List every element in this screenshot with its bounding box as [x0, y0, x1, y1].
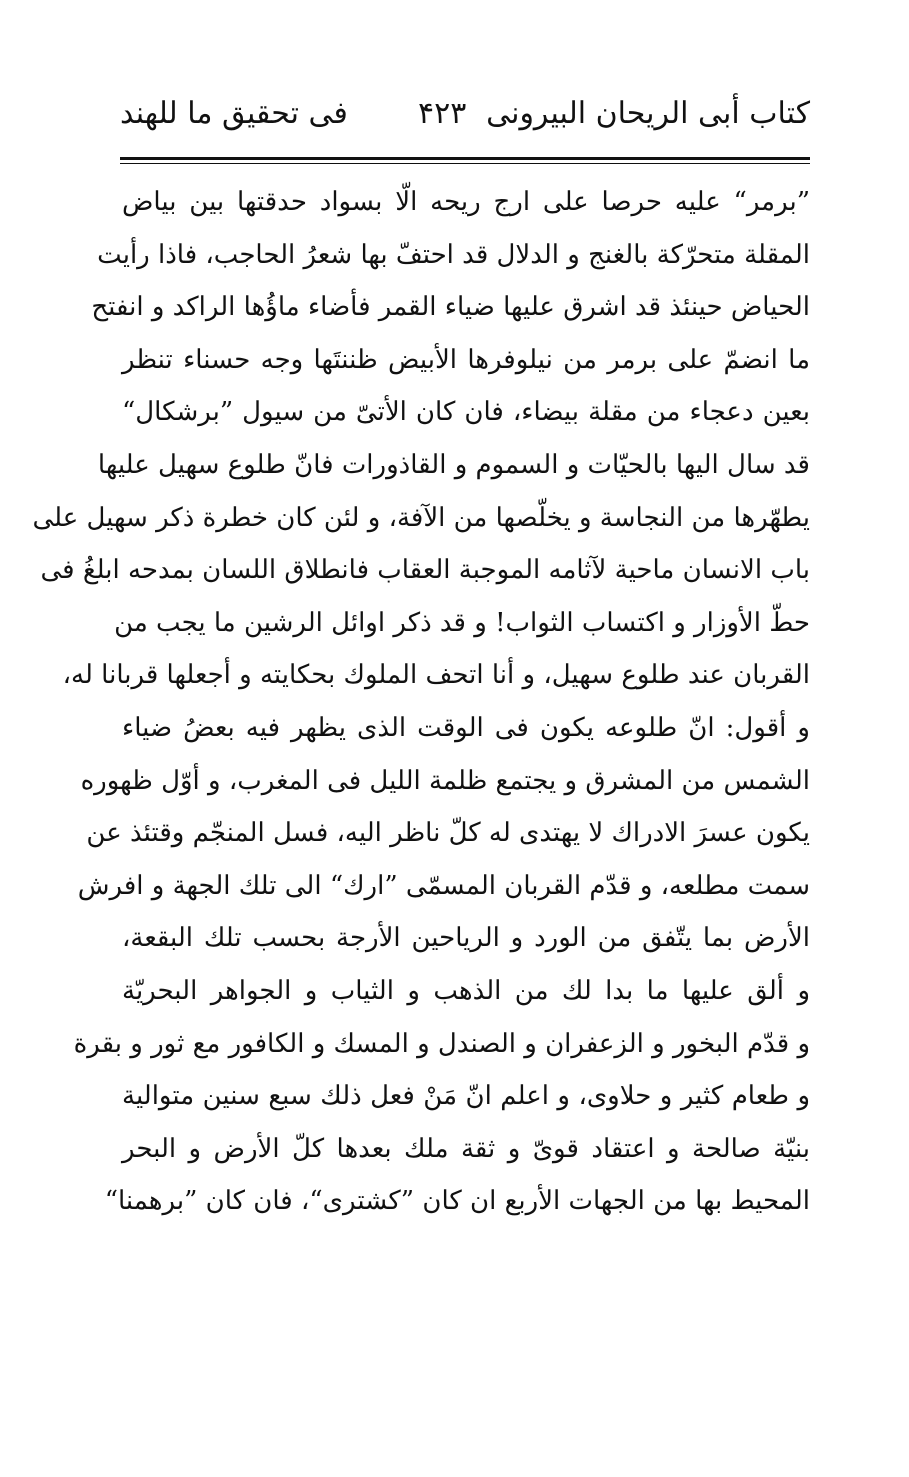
text-line: سمت مطلعه، و قدّم القربان المسمّى ”ارك“ الى تلك الجهة و افرش — [77, 870, 810, 901]
text-line: المقلة متحرّكة بالغنج و الدلال قد احتفّ بها شعرُ الحاجب، فاذا رأيت — [97, 239, 810, 270]
header-rule-thin — [120, 163, 810, 164]
text-line: ما انضمّ على برمر من نيلوفرها الأبيض ظننتَها وجه حسناء تنظر — [122, 344, 810, 375]
text-line: قد سال اليها بالحيّات و السموم و القاذورات فانّ طلوع سهيل عليها — [97, 449, 810, 480]
text-line: يطهّرها من النجاسة و يخلّصها من الآفة، و لئن كان خطرة ذكر سهيل على — [32, 502, 810, 533]
header-book-title: كتاب أبى الريحان البيرونى — [486, 96, 810, 131]
text-line: المحيط بها من الجهات الأربع ان كان ”كشترى“، فان كان ”برهمنا“ — [104, 1186, 810, 1217]
text-line: بنيّة صالحة و اعتقاد قوىّ و ثقة ملك بعدها كلّ الأرض و البحر — [122, 1133, 810, 1164]
header-rule-thick — [120, 157, 810, 160]
text-line: الشمس من المشرق و يجتمع ظلمة الليل فى المغرب، و أوّل ظهوره — [80, 765, 810, 796]
header-section-title: فى تحقيق ما للهند — [120, 96, 348, 131]
text-line: بعين دعجاء من مقلة بيضاء، فان كان الأتىّ من سيول ”برشكال“ — [122, 397, 810, 428]
text-line: و طعام كثير و حلاوى، و اعلم انّ مَنْ فعل ذلك سبع سنين متوالية — [122, 1081, 810, 1112]
text-line: يكون عسرَ الادراك لا يهتدى له كلّ ناظر اليه، فسل المنجّم وقتئذ عن — [86, 818, 810, 849]
page-number: ۴۲۳ — [418, 96, 467, 131]
body-text — [32, 176, 810, 1228]
text-line: الحياض حينئذ قد اشرق عليها ضياء القمر فأضاء ماؤُها الراكد و انفتح — [91, 292, 810, 323]
text-line: حطّ الأوزار و اكتساب الثواب! و قد ذكر اوائل الرشين ما يجب من — [114, 607, 810, 638]
text-line: و أقول: انّ طلوعه يكون فى الوقت الذى يظهر فيه بعضُ ضياء — [122, 712, 810, 743]
page-header — [120, 88, 810, 148]
text-line: القربان عند طلوع سهيل، و أنا اتحف الملوك بحكايته و أجعلها قربانا له، — [62, 660, 810, 691]
text-line: الأرض بما يتّفق من الورد و الرياحين الأرجة بحسب تلك البقعة، — [122, 923, 810, 954]
text-line: ”برمر“ عليه حرصا على ارج ريحه الّا بسواد حدقتها بين بياض — [122, 187, 810, 217]
text-line: و قدّم البخور و الزعفران و الصندل و المسك و الكافور مع ثور و بقرة — [73, 1028, 810, 1059]
text-line: و ألق عليها ما بدا لك من الذهب و الثياب و الجواهر البحريّة — [122, 975, 810, 1006]
text-line: باب الانسان ماحية لآثامه الموجبة العقاب فانطلاق اللسان بمدحه ابلغُ فى — [40, 555, 810, 586]
